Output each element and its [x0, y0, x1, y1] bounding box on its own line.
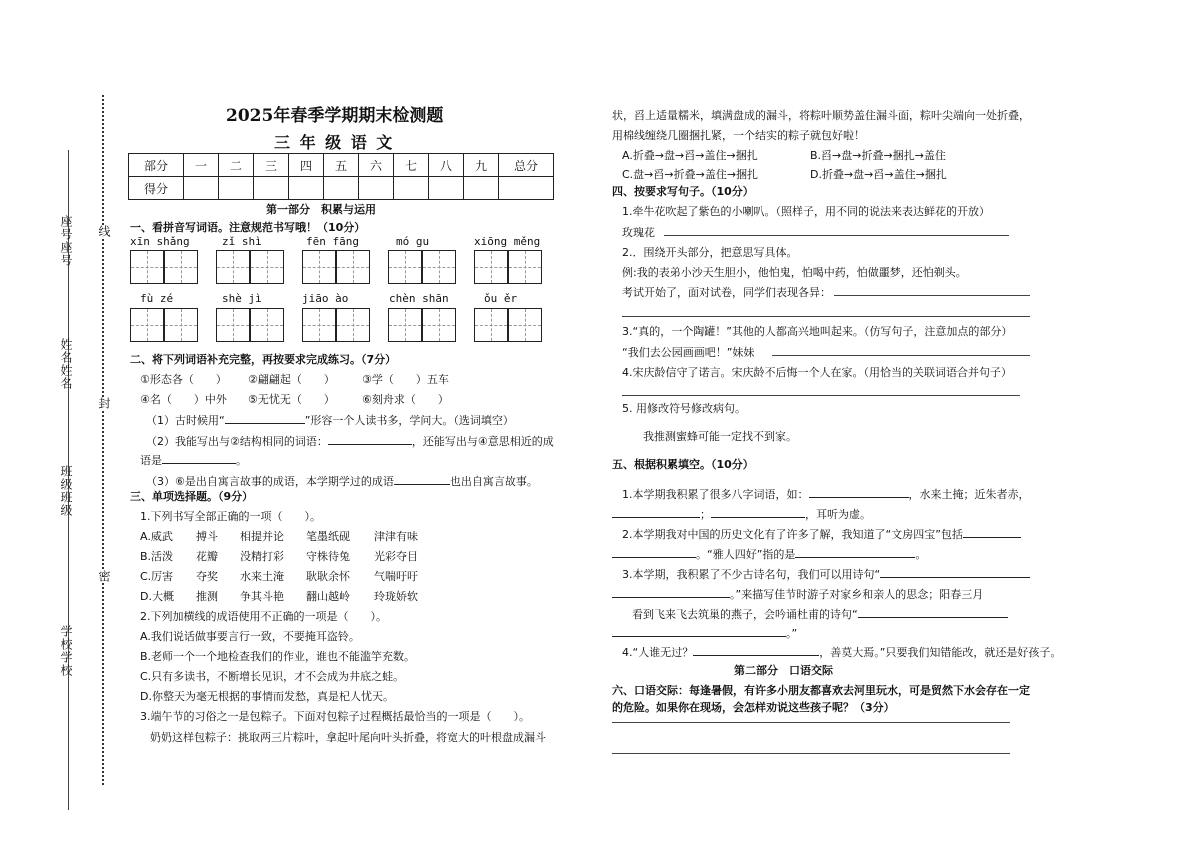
answer-blank[interactable]	[711, 505, 805, 518]
answer-blank[interactable]	[612, 505, 700, 518]
q2-word: ②翩翩起（ ）	[248, 373, 335, 386]
tianzige-box[interactable]	[508, 250, 542, 284]
q5-2: 2.本学期我对中国的历史文化有了许多了解，我知道了“文房四宝”包括	[622, 525, 1021, 542]
pinyin: zǐ shì	[222, 235, 262, 248]
tianzige-box[interactable]	[508, 308, 542, 342]
tianzige-box[interactable]	[422, 308, 456, 342]
option-word: 玲珑娇软	[374, 590, 418, 603]
pinyin: fēn fāng	[306, 235, 359, 248]
option-word: 没精打彩	[240, 550, 284, 563]
answer-line[interactable]	[612, 753, 1010, 754]
option-word: D.大概	[140, 590, 174, 603]
q5-2-cont: 。“雅人四好”指的是 。	[612, 545, 926, 562]
option-word: 气喘吁吁	[374, 570, 418, 583]
score-header-cell: 四	[289, 154, 324, 177]
q2-sub1: （1）古时候用“ ”形容一个人读书多，学问大。（选词填空）	[146, 411, 514, 428]
page-title: 2025年春季学期期末检测题	[226, 106, 444, 126]
q1-heading: 一、看拼音写词语。注意规范书写哦！（10分）	[130, 221, 366, 234]
q2-word: ⑤无忧无（ ）	[248, 393, 335, 406]
option-word: A.威武	[140, 530, 173, 543]
tianzige-box[interactable]	[336, 250, 370, 284]
answer-line[interactable]	[834, 295, 1030, 296]
score-cell[interactable]	[429, 177, 464, 200]
part1-heading: 第一部分 积累与运用	[266, 203, 376, 216]
q5-heading: 五、根据积累填空。（10分）	[612, 458, 754, 471]
option-word: 翻山越岭	[306, 590, 350, 603]
q3-2-option: D.你整天为毫无根据的事情而发愁，真是杞人忧天。	[140, 690, 394, 703]
q2-sub2: （2）我能写出与②结构相同的词语： ，还能写出与④意思相近的成	[146, 432, 554, 449]
option-word: B.活泼	[140, 550, 174, 563]
q6-heading: 六、口语交际：每逢暑假，有许多小朋友都喜欢去河里玩水，可是贸然下水会存在一定	[612, 684, 1030, 697]
answer-blank[interactable]	[612, 624, 786, 637]
q2-word: ④名（ ）中外	[140, 393, 227, 406]
q3-2-option: A.我们说话做事要言行一致，不要掩耳盗铃。	[140, 630, 360, 643]
score-cell[interactable]	[184, 177, 219, 200]
score-header-cell: 九	[464, 154, 499, 177]
option-word: 守株待兔	[306, 550, 350, 563]
tianzige-box[interactable]	[216, 308, 250, 342]
option-word: 搏斗	[196, 530, 218, 543]
answer-blank[interactable]	[328, 432, 412, 445]
tianzige-box[interactable]	[474, 308, 508, 342]
option-word: 推测	[196, 590, 218, 603]
score-cell[interactable]	[254, 177, 289, 200]
q3-3-stem: 3.端午节的习俗之一是包粽子。下面对包粽子过程概括最恰当的一项是（ ）。	[140, 710, 530, 723]
seat-label: 座号座号	[59, 215, 73, 267]
q4-2-example: 例:我的表弟小沙天生胆小，他怕鬼，怕喝中药，怕做噩梦，还怕剃头。	[622, 266, 967, 279]
tianzige-box[interactable]	[302, 308, 336, 342]
q4-1-stem: 1.牵牛花吹起了紫色的小喇叭。（照样子，用不同的说法来表达鲜花的开放）	[622, 205, 990, 218]
answer-blank[interactable]	[809, 485, 909, 498]
q5-1: 1.本学期我积累了很多八字词语，如： ，水来土掩；近朱者赤，	[622, 485, 1030, 502]
score-header-cell: 八	[429, 154, 464, 177]
q5-3-cont: 。”来描写佳节时游子对家乡和亲人的思念；阳春三月	[612, 585, 983, 602]
answer-blank[interactable]	[162, 451, 236, 464]
q4-1-lead: 玫瑰花	[622, 226, 655, 239]
q4-2-lead: 考试开始了，面对试卷，同学们表现各异：	[622, 286, 831, 299]
score-row-label: 得分	[129, 177, 184, 200]
class-label: 班级班级	[59, 465, 73, 517]
q3-heading: 三、单项选择题。（9分）	[130, 490, 254, 503]
q5-3-cont2: 看到飞来飞去筑巢的燕子，会吟诵杜甫的诗句“	[632, 605, 1008, 622]
name-label: 姓名姓名	[59, 338, 73, 390]
tianzige-box[interactable]	[250, 250, 284, 284]
q4-4-stem: 4.宋庆龄信守了诺言。宋庆龄不后悔一个人在家。（用恰当的关联词语合并句子）	[622, 366, 1012, 379]
q4-3-lead: “我们去公园画画吧！”妹妹	[622, 346, 755, 359]
pinyin: jiāo ào	[302, 292, 349, 305]
answer-blank[interactable]	[963, 525, 1021, 538]
answer-line[interactable]	[622, 316, 1030, 317]
tianzige-box[interactable]	[164, 308, 198, 342]
option-word: 津津有味	[374, 530, 418, 543]
q3-1-stem: 1.下列书写全部正确的一项（ ）。	[140, 510, 321, 523]
q2-sub3: （3）⑥是出自寓言故事的成语，本学期学过的成语 也出自寓言故事。	[146, 472, 538, 489]
q3-3-option: C.盘→舀→折叠→盖住→捆扎	[622, 168, 759, 181]
answer-blank[interactable]	[394, 472, 450, 485]
tianzige-box[interactable]	[250, 308, 284, 342]
q3-3-option: B.舀→盘→折叠→捆扎→盖住	[810, 149, 946, 162]
score-cell[interactable]	[324, 177, 359, 200]
school-label: 学校学校	[59, 625, 73, 677]
part2-heading: 第二部分 口语交际	[734, 664, 833, 677]
pinyin: shè jì	[222, 292, 262, 305]
pinyin: fù zé	[140, 292, 174, 305]
q3-2-option: C.只有多读书，不断增长见识，才不会成为井底之蛙。	[140, 670, 405, 683]
score-header-cell: 七	[394, 154, 429, 177]
q5-1-cont: ； ，耳听为虚。	[612, 505, 871, 522]
q4-2-stem: 2.．围绕开头部分，把意思写具体。	[622, 246, 798, 259]
score-header-cell: 一	[184, 154, 219, 177]
score-cell[interactable]	[499, 177, 554, 200]
answer-line[interactable]	[622, 395, 1020, 396]
answer-blank[interactable]	[612, 545, 696, 558]
answer-blank[interactable]	[693, 643, 819, 656]
score-header-cell: 部分	[129, 154, 184, 177]
answer-blank[interactable]	[880, 565, 1030, 578]
score-cell[interactable]	[289, 177, 324, 200]
q4-5-stem: 5. 用修改符号修改病句。	[622, 402, 746, 415]
option-word: 笔墨纸砚	[306, 530, 350, 543]
option-word: 相提并论	[240, 530, 284, 543]
option-word: 光彩夺目	[374, 550, 418, 563]
option-word: 夺奖	[196, 570, 218, 583]
q3-2-stem: 2.下列加横线的成语使用不正确的一项是（ ）。	[140, 610, 387, 623]
answer-line[interactable]	[612, 722, 1010, 723]
tianzige-box[interactable]	[130, 308, 164, 342]
score-header-cell: 二	[219, 154, 254, 177]
seal-mark: 封	[97, 397, 111, 410]
q2-word: ③学（ ）五车	[362, 373, 449, 386]
tianzige-box[interactable]	[422, 250, 456, 284]
pinyin: ǒu ěr	[484, 292, 518, 305]
tianzige-box[interactable]	[388, 250, 422, 284]
q5-3: 3.本学期，我积累了不少古诗名句，我们可以用诗句“	[622, 565, 1030, 582]
tianzige-box[interactable]	[130, 250, 164, 284]
score-header-cell: 六	[359, 154, 394, 177]
pinyin: mó gu	[396, 235, 430, 248]
option-word: 水来土淹	[240, 570, 284, 583]
answer-blank[interactable]	[795, 545, 915, 558]
q3-2-option: B.老师一个一个地检查我们的作业，谁也不能滥竽充数。	[140, 650, 416, 663]
score-header-cell: 三	[254, 154, 289, 177]
score-header-cell: 五	[324, 154, 359, 177]
tianzige-box[interactable]	[164, 250, 198, 284]
secret-mark: 密	[97, 570, 111, 583]
score-cell[interactable]	[464, 177, 499, 200]
answer-blank[interactable]	[612, 585, 730, 598]
tianzige-box[interactable]	[216, 250, 250, 284]
q2-word: ⑥刻舟求（ ）	[362, 393, 449, 406]
score-cell[interactable]	[394, 177, 429, 200]
tianzige-box[interactable]	[302, 250, 336, 284]
q2-heading: 二、将下列词语补充完整，再按要求完成练习。（7分）	[130, 353, 397, 366]
answer-line[interactable]	[772, 355, 1030, 356]
answer-blank[interactable]	[858, 605, 1008, 618]
q5-3-cont3: 。”	[612, 624, 797, 641]
pinyin: xīn shǎng	[130, 235, 190, 248]
q3-3-text-cont: 用棉线缠绕几圈捆扎紧，一个结实的粽子就包好啦！	[612, 129, 865, 142]
q3-3-option: D.折叠→盘→舀→盖住→捆扎	[810, 168, 947, 181]
q2-sub2-cont: 语是 。	[140, 451, 247, 468]
page-subtitle: 三 年 级 语 文	[274, 133, 395, 152]
score-cell[interactable]	[359, 177, 394, 200]
q4-heading: 四、按要求写句子。（10分）	[612, 185, 754, 198]
answer-blank[interactable]	[225, 411, 305, 424]
score-header-cell: 总分	[499, 154, 554, 177]
dotted-cut-line	[102, 95, 104, 785]
option-word: 争其斗艳	[240, 590, 284, 603]
score-cell[interactable]	[219, 177, 254, 200]
q4-5-sentence: 我推测蜜蜂可能一定找不到家。	[643, 430, 797, 443]
q3-3-text-cont: 状，舀上适量糯米，填满盘成的漏斗，将粽叶顺势盖住漏斗面，粽叶尖端向一处折叠，	[612, 109, 1030, 122]
tianzige-box[interactable]	[388, 308, 422, 342]
score-table	[128, 153, 554, 200]
q3-3-text: 奶奶这样包粽子：挑取两三片粽叶，拿起叶尾向叶头折叠，将宽大的叶根盘成漏斗	[150, 731, 546, 744]
answer-line[interactable]	[664, 235, 1009, 236]
q4-3-stem: 3.“真的，一个陶罐！”其他的人都高兴地叫起来。（仿写句子，注意加点的部分）	[622, 325, 1013, 338]
pinyin: xiōng měng	[474, 235, 541, 248]
q6-heading-cont: 的危险。如果你在现场，会怎样劝说这些孩子呢？（3分）	[612, 701, 895, 714]
q5-4: 4.“人谁无过？ ，善莫大焉。”只要我们知错能改，就还是好孩子。	[622, 643, 1061, 660]
option-word: 花瓣	[196, 550, 218, 563]
tianzige-box[interactable]	[474, 250, 508, 284]
option-word: C.厉害	[140, 570, 174, 583]
option-word: 耿耿余怀	[306, 570, 350, 583]
tianzige-box[interactable]	[336, 308, 370, 342]
q2-word: ①形态各（ ）	[140, 373, 227, 386]
score-table-header	[129, 154, 554, 177]
score-table-row	[129, 177, 554, 200]
q3-3-option: A.折叠→盘→舀→盖住→捆扎	[622, 149, 758, 162]
line-mark: 线	[97, 225, 111, 238]
pinyin: chèn shān	[389, 292, 449, 305]
